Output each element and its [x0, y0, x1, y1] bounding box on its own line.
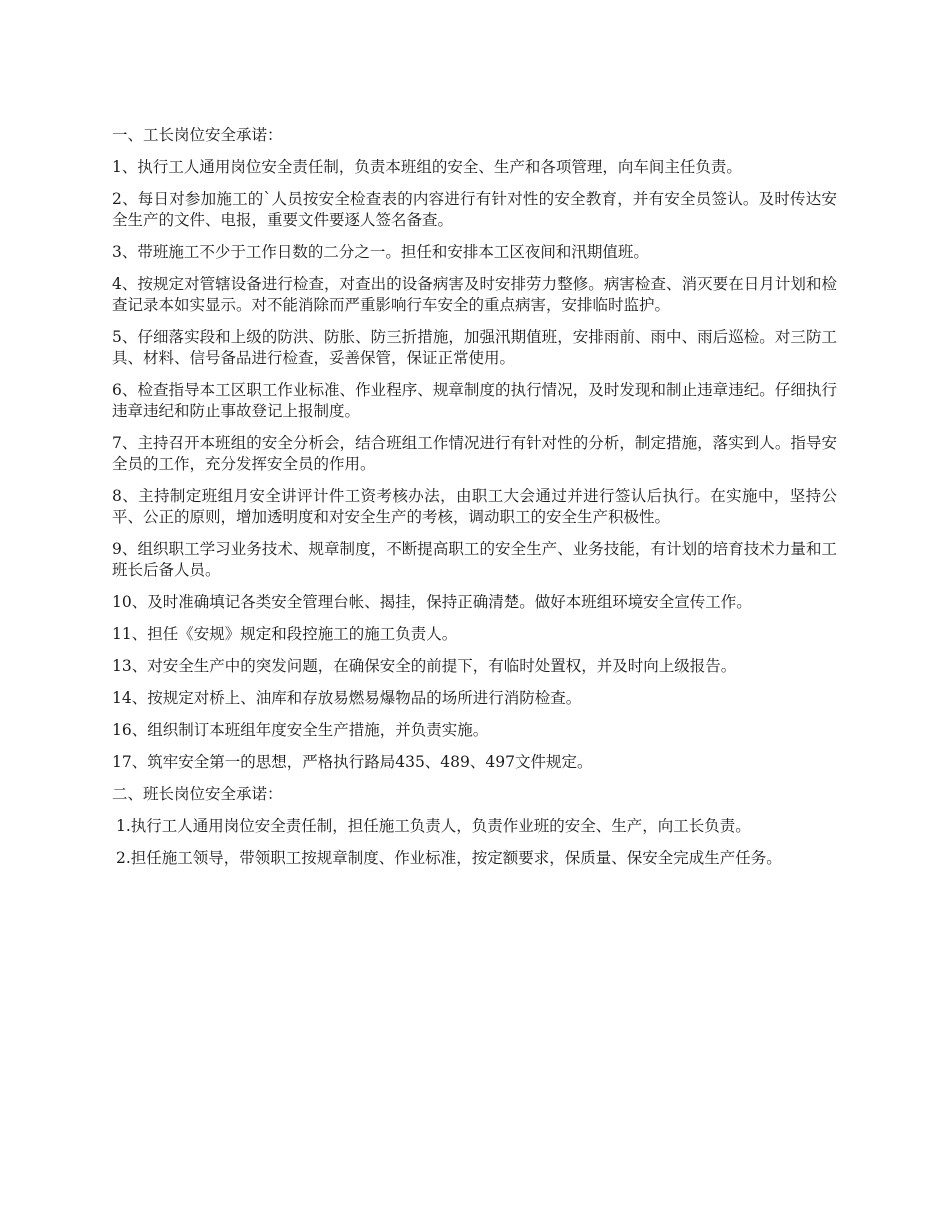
clause-8: 8、主持制定班组月安全讲评计件工资考核办法，由职工大会通过并进行签认后执行。在实施中，坚持公平、公正的原则，增加透明度和对安全生产的考核，调动职工的安全生产积极性。: [112, 487, 837, 526]
clause-2: 2、每日对参加施工的`人员按安全检查表的内容进行有针对性的安全教育，并有安全员签认。及时传达安全生产的文件、电报，重要文件要逐人签名备查。: [112, 190, 837, 229]
section-heading-foreman: 一、工长岗位安全承诺：: [112, 126, 283, 144]
clause-10: 10、及时准确填记各类安全管理台帐、揭挂，保持正确清楚。做好本班组环境安全宣传工作。: [112, 593, 752, 611]
clause-7: 7、主持召开本班组的安全分析会，结合班组工作情况进行有针对性的分析，制定措施，落实到人。指导安全员的工作，充分发挥安全员的作用。: [112, 434, 837, 473]
leader-clause-2: 2.担任施工领导，带领职工按规章制度、作业标准，按定额要求，保质量、保安全完成生产任务。: [116, 849, 782, 867]
clause-16: 16、组织制订本班组年度安全生产措施，并负责实施。: [112, 721, 489, 739]
clause-4: 4、按规定对管辖设备进行检查，对查出的设备病害及时安排劳力整修。病害检查、消灭要在日月计划和检查记录本如实显示。对不能消除而严重影响行车安全的重点病害，安排临时监护。: [112, 275, 837, 314]
document-body: [112, 125, 837, 880]
clause-6: 6、检查指导本工区职工作业标准、作业程序、规章制度的执行情况，及时发现和制止违章违纪。仔细执行违章违纪和防止事故登记上报制度。: [112, 381, 837, 420]
section-heading-team-leader: 二、班长岗位安全承诺：: [112, 785, 283, 803]
clause-11: 11、担任《安规》规定和段控施工的施工负责人。: [112, 625, 458, 643]
clause-17: 17、筑牢安全第一的思想，严格执行路局435、489、497文件规定。: [112, 753, 593, 771]
clause-9: 9、组织职工学习业务技术、规章制度，不断提高职工的安全生产、业务技能，有计划的培育技术力量和工班长后备人员。: [112, 540, 837, 579]
leader-clause-1: 1.执行工人通用岗位安全责任制，担任施工负责人，负责作业班的安全、生产，向工长负责。: [116, 817, 751, 835]
clause-14: 14、按规定对桥上、油库和存放易燃易爆物品的场所进行消防检查。: [112, 689, 582, 707]
clause-5: 5、仔细落实段和上级的防洪、防胀、防三折措施，加强汛期值班，安排雨前、雨中、雨后巡检。对三防工具、材料、信号备品进行检查，妥善保管，保证正常使用。: [112, 328, 837, 367]
clause-1: 1、执行工人通用岗位安全责任制，负责本班组的安全、生产和各项管理，向车间主任负责。: [112, 158, 742, 176]
clause-3: 3、带班施工不少于工作日数的二分之一。担任和安排本工区夜间和汛期值班。: [112, 243, 649, 261]
clause-13: 13、对安全生产中的突发问题，在确保安全的前提下，有临时处置权，并及时向上级报告。: [112, 657, 737, 675]
